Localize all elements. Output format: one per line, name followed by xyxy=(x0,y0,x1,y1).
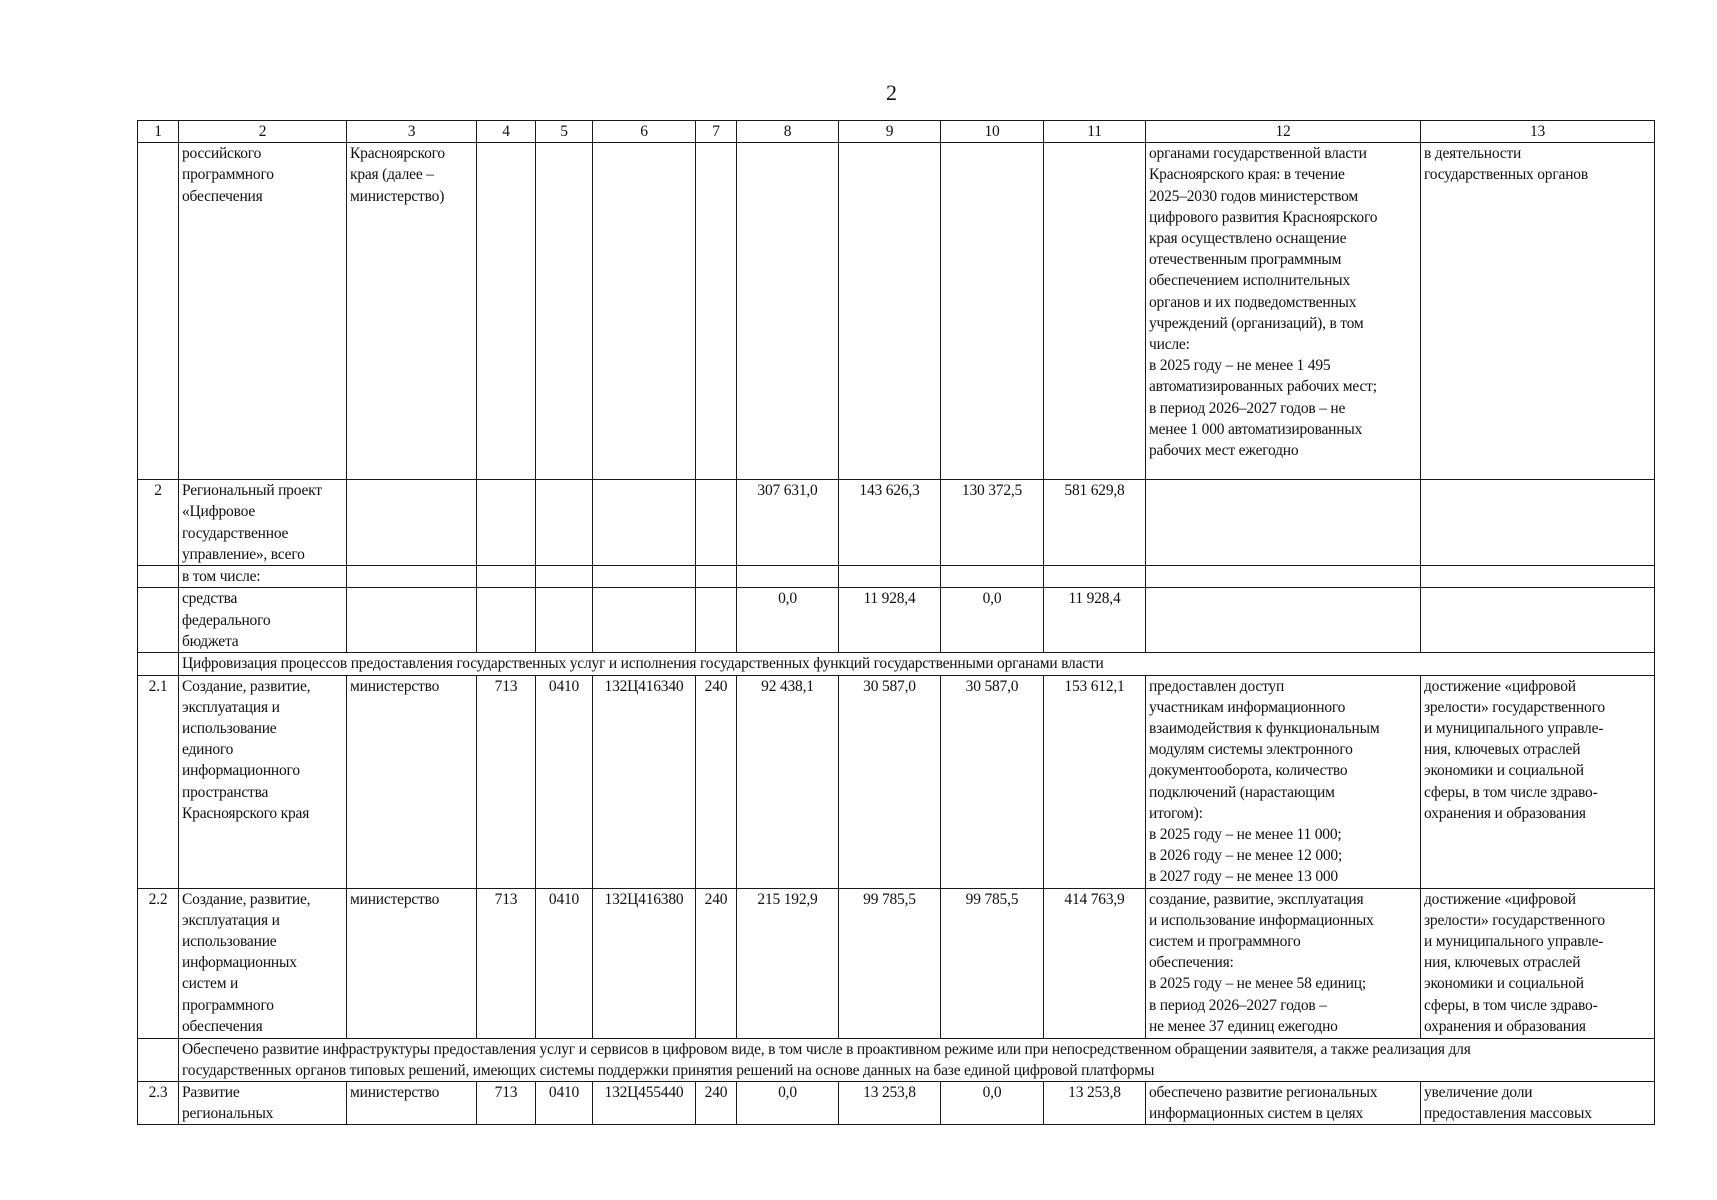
row-result: создание, развитие, эксплуатация и использование информационных систем и программного обеспечения: в 2025 году – не менее 58 единиц; в период 2026–2027 годов – не менее 37 единиц ежегодно xyxy=(1146,888,1421,1038)
row-executor: министерство xyxy=(347,888,477,1038)
value-col11: 13 253,8 xyxy=(1044,1082,1146,1125)
row-executor: министерство xyxy=(347,1082,477,1125)
row-number: 2.1 xyxy=(138,675,179,888)
row-name: в том числе: xyxy=(179,566,347,588)
value-col11: 581 629,8 xyxy=(1044,480,1146,566)
row-grbs: 713 xyxy=(477,1082,536,1125)
value-col8: 307 631,0 xyxy=(737,480,839,566)
row-name: российского программного обеспечения xyxy=(179,143,347,480)
value-col8: 215 192,9 xyxy=(737,888,839,1038)
value-col8: 0,0 xyxy=(737,1082,839,1125)
row-vr: 240 xyxy=(696,888,737,1038)
row-result: предоставлен доступ участникам информационного взаимодействия к функциональным модулям системы электронного документооборота, количество подключений (нарастающим итогом): в 2025 году – не менее 11 000; в 2026 году – не менее 12 000; в 2027 году – не менее 13 000 xyxy=(1146,675,1421,888)
value-col11: 414 763,9 xyxy=(1044,888,1146,1038)
value-col8: 0,0 xyxy=(737,588,839,653)
col-number: 8 xyxy=(737,121,839,143)
row-rzpr: 0410 xyxy=(536,675,593,888)
column-number-row xyxy=(138,121,1655,143)
value-col9: 30 587,0 xyxy=(839,675,941,888)
table-row-including xyxy=(138,566,1655,588)
table-row-task-heading xyxy=(138,1038,1655,1081)
col-number: 2 xyxy=(179,121,347,143)
col-number: 13 xyxy=(1421,121,1655,143)
row-goal: в деятельности государственных органов xyxy=(1421,143,1655,480)
table-row-2-2 xyxy=(138,888,1655,1038)
value-col10: 99 785,5 xyxy=(941,888,1044,1038)
row-name: Развитие региональных xyxy=(179,1082,347,1125)
col-number: 4 xyxy=(477,121,536,143)
row-name: Создание, развитие, эксплуатация и использование единого информационного пространства Красноярского края xyxy=(179,675,347,888)
value-col8: 92 438,1 xyxy=(737,675,839,888)
row-rzpr: 0410 xyxy=(536,888,593,1038)
row-result: обеспечено развитие региональных информационных систем в целях xyxy=(1146,1082,1421,1125)
value-col9: 143 626,3 xyxy=(839,480,941,566)
col-number: 7 xyxy=(696,121,737,143)
col-number: 10 xyxy=(941,121,1044,143)
col-number: 1 xyxy=(138,121,179,143)
value-col11: 153 612,1 xyxy=(1044,675,1146,888)
row-name: Региональный проект «Цифровое государственное управление», всего xyxy=(179,480,347,566)
value-col11: 11 928,4 xyxy=(1044,588,1146,653)
row-number: 2.2 xyxy=(138,888,179,1038)
row-csr: 132Ц455440 xyxy=(593,1082,696,1125)
row-number: 2.3 xyxy=(138,1082,179,1125)
task-heading: Обеспечено развитие инфраструктуры предоставления услуг и сервисов в цифровом виде, в том числе в проактивном режиме или при непосредственном обращении заявителя, а также реализация для государственных органов типовых решений, имеющих системы поддержки принятия решений на основе данных на базе единой цифровой платформы xyxy=(179,1038,1655,1081)
row-goal: достижение «цифровой зрелости» государственного и муниципального управле- ния, ключевых отраслей экономики и социальной сферы, в том числе здраво- охранения и образования xyxy=(1421,675,1655,888)
row-goal: достижение «цифровой зрелости» государственного и муниципального управле- ния, ключевых отраслей экономики и социальной сферы, в том числе здраво- охранения и образования xyxy=(1421,888,1655,1038)
row-vr: 240 xyxy=(696,675,737,888)
col-number: 11 xyxy=(1044,121,1146,143)
row-csr: 132Ц416340 xyxy=(593,675,696,888)
row-grbs: 713 xyxy=(477,675,536,888)
value-col9: 11 928,4 xyxy=(839,588,941,653)
col-number: 12 xyxy=(1146,121,1421,143)
row-number: 2 xyxy=(138,480,179,566)
value-col9: 99 785,5 xyxy=(839,888,941,1038)
table-row-2-3 xyxy=(138,1082,1655,1125)
row-name: Создание, развитие, эксплуатация и использование информационных систем и программного обеспечения xyxy=(179,888,347,1038)
table-row-2-1 xyxy=(138,675,1655,888)
table-row-federal xyxy=(138,588,1655,653)
value-col9: 13 253,8 xyxy=(839,1082,941,1125)
col-number: 3 xyxy=(347,121,477,143)
row-goal: увеличение доли предоставления массовых xyxy=(1421,1082,1655,1125)
row-rzpr: 0410 xyxy=(536,1082,593,1125)
value-col10: 30 587,0 xyxy=(941,675,1044,888)
value-col10: 0,0 xyxy=(941,588,1044,653)
task-heading: Цифровизация процессов предоставления государственных услуг и исполнения государственных функций государственными органами власти xyxy=(179,653,1655,675)
page-number: 2 xyxy=(886,80,897,105)
col-number: 9 xyxy=(839,121,941,143)
row-executor: Красноярского края (далее – министерство) xyxy=(347,143,477,480)
program-table xyxy=(137,120,1655,1125)
row-grbs: 713 xyxy=(477,888,536,1038)
table-row-task-heading xyxy=(138,653,1655,675)
value-col10: 0,0 xyxy=(941,1082,1044,1125)
table-row-continuation xyxy=(138,143,1655,480)
row-csr: 132Ц416380 xyxy=(593,888,696,1038)
row-result: органами государственной власти Красноярского края: в течение 2025–2030 годов министерством цифрового развития Красноярского края осуществлено оснащение отечественным программным обеспечением исполнительных органов и их подведомственных учреждений (организаций), в том числе: в 2025 году – не менее 1 495 автоматизированных рабочих мест; в период 2026–2027 годов – не менее 1 000 автоматизированных рабочих мест ежегодно xyxy=(1146,143,1421,480)
value-col10: 130 372,5 xyxy=(941,480,1044,566)
row-executor: министерство xyxy=(347,675,477,888)
row-name: средства федерального бюджета xyxy=(179,588,347,653)
col-number: 5 xyxy=(536,121,593,143)
col-number: 6 xyxy=(593,121,696,143)
table-row-project xyxy=(138,480,1655,566)
row-vr: 240 xyxy=(696,1082,737,1125)
